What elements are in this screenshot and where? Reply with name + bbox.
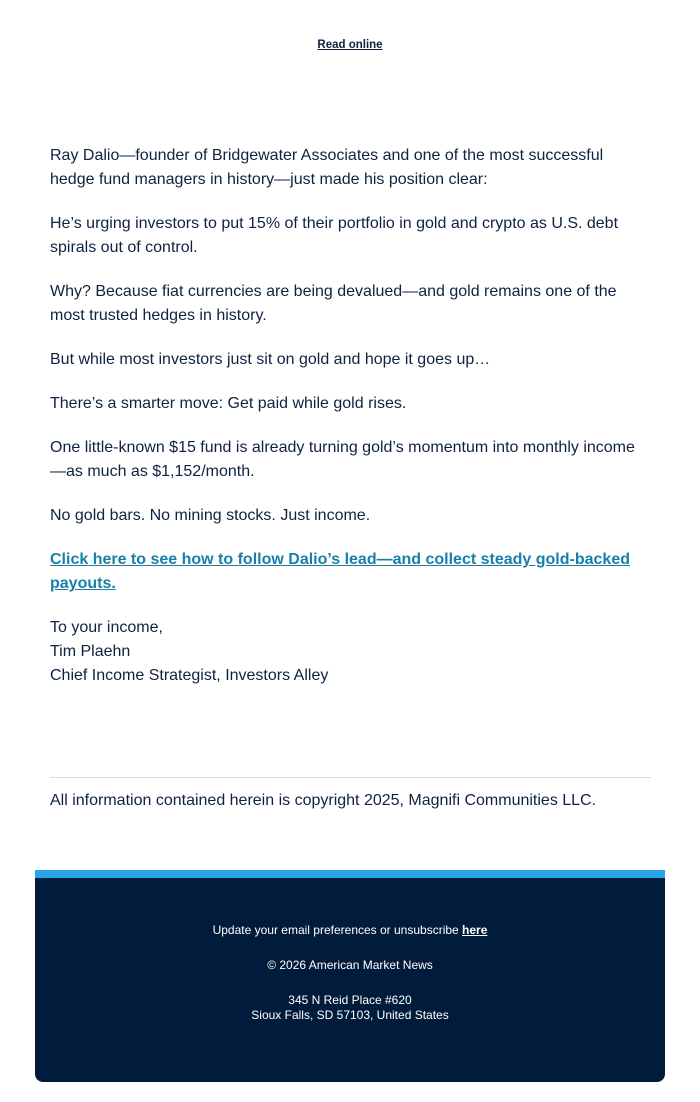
body-paragraph: No gold bars. No mining stocks. Just income.: [50, 507, 371, 524]
body-paragraph: Ray Dalio—founder of Bridgewater Associates and one of the most successful hedge fund managers in history—just made his position clear:: [50, 147, 604, 188]
signoff-title: Chief Income Strategist, Investors Alley: [50, 667, 329, 684]
footer-address-line1: 345 N Reid Place #620: [288, 993, 412, 1007]
body-paragraph: He’s urging investors to put 15% of their portfolio in gold and crypto as U.S. debt spirals out of control.: [50, 215, 619, 256]
footer: [35, 870, 665, 1082]
read-online-bar: [0, 35, 700, 53]
cta-link[interactable]: Click here to see how to follow Dalio’s lead—and collect steady gold-backed payouts.: [50, 551, 630, 592]
signoff: [50, 616, 650, 688]
divider: [50, 777, 651, 778]
footer-address-line2: Sioux Falls, SD 57103, United States: [251, 1008, 449, 1022]
email-body: [50, 144, 650, 688]
signoff-name: Tim Plaehn: [50, 643, 131, 660]
signoff-closing: To your income,: [50, 619, 163, 636]
body-paragraph: There’s a smarter move: Get paid while gold rises.: [50, 395, 407, 412]
cta-paragraph: [50, 548, 650, 596]
legal-copyright: All information contained herein is copyright 2025, Magnifi Communities LLC.: [50, 792, 597, 809]
footer-unsubscribe: [35, 923, 665, 938]
unsubscribe-text: Update your email preferences or unsubscribe: [212, 923, 463, 937]
body-paragraph: But while most investors just sit on gold and hope it goes up…: [50, 351, 491, 368]
footer-copyright: © 2026 American Market News: [267, 958, 433, 972]
read-online-link[interactable]: Read online: [317, 39, 383, 51]
body-paragraph: Why? Because fiat currencies are being devalued—and gold remains one of the most trusted hedges in history.: [50, 283, 617, 324]
unsubscribe-link[interactable]: here: [462, 923, 488, 937]
body-paragraph: One little-known $15 fund is already turning gold’s momentum into monthly income—as much as $1,152/month.: [50, 439, 635, 480]
